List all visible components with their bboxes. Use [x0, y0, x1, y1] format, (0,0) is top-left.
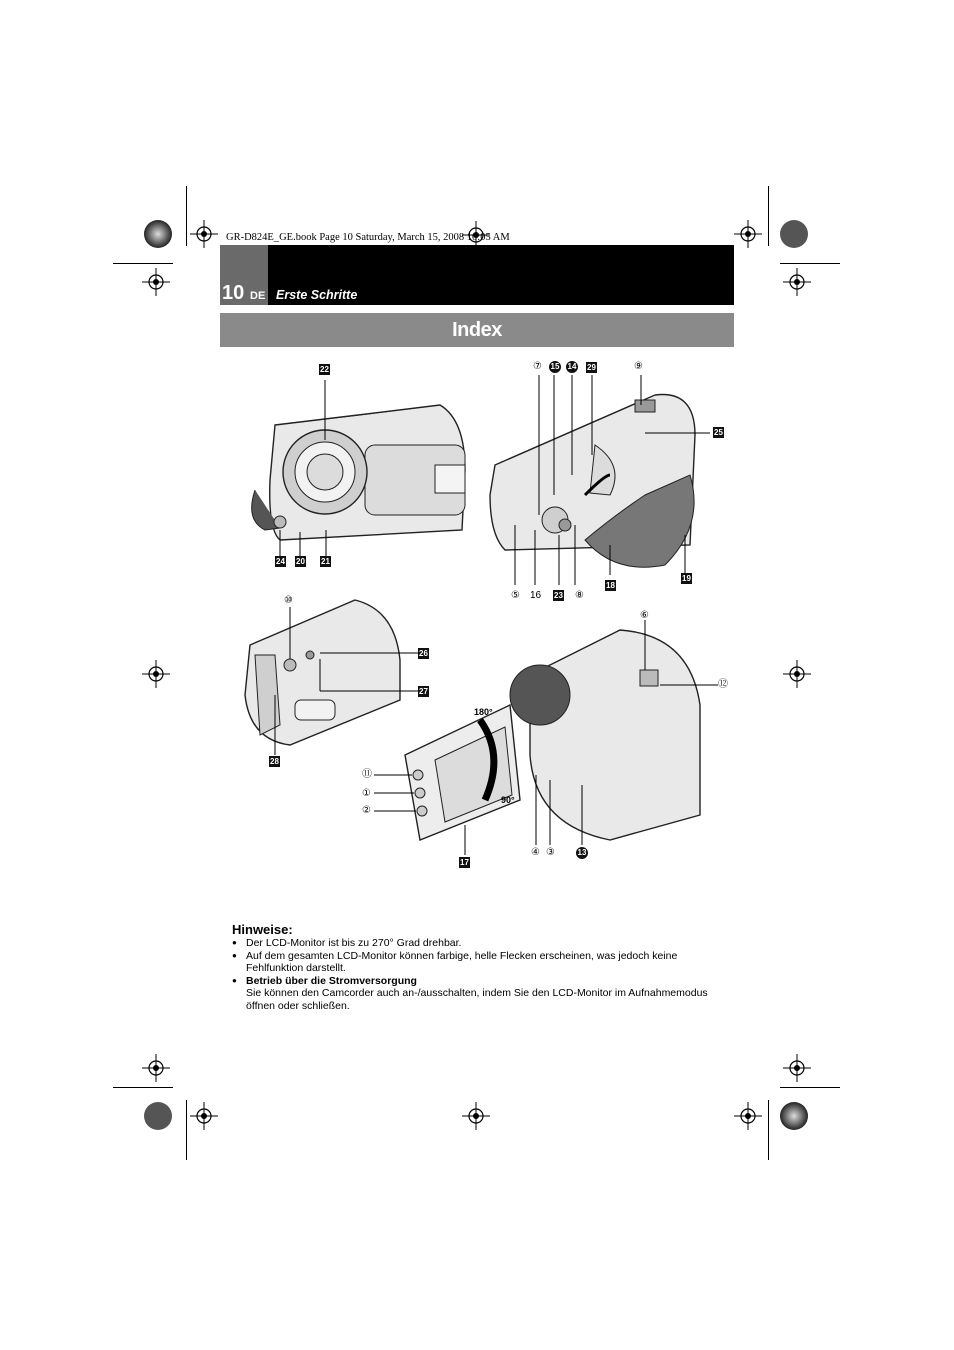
callout-17: 17	[460, 858, 469, 867]
index-title-bar	[220, 313, 734, 347]
callout-12: ⑫	[718, 679, 728, 690]
callout-26: 26	[419, 649, 428, 658]
note-power-heading: ● Betrieb über die Stromversorgung	[246, 974, 417, 987]
callout-4: ④	[531, 847, 540, 858]
callout-1: ①	[362, 788, 371, 799]
page-title: Index	[452, 318, 502, 341]
notes-title: Hinweise:	[232, 922, 293, 937]
section-title: Erste Schritte	[276, 288, 358, 302]
callout-22: 22	[320, 365, 329, 374]
callout-11: ⑪	[362, 769, 372, 780]
callout-6: ⑥	[640, 610, 649, 621]
callout-8: ⑧	[575, 590, 584, 601]
callout-27: 27	[419, 687, 428, 696]
note-item: ● Auf dem gesamten LCD-Monitor können farbige, helle Flecken erscheinen, was jedoch keine Fehlfunktion darstellt.	[232, 950, 732, 975]
page-number: 10	[222, 282, 245, 304]
callout-2: ②	[362, 805, 371, 816]
angle-180-label: 180°	[474, 707, 493, 717]
note-item-power	[232, 975, 732, 1013]
callout-5: ⑤	[511, 590, 520, 601]
note-power-text: Sie können den Camcorder auch an-/ausschalten, indem Sie den LCD-Monitor im Aufnahmemodus öffnen oder schließen.	[246, 987, 708, 1012]
callout-9: ⑨	[634, 361, 643, 372]
callout-23: 23	[554, 591, 563, 600]
callout-18: 18	[606, 581, 615, 590]
callout-24: 24	[276, 557, 285, 566]
callout-13: 13	[577, 848, 587, 857]
camcorder-rear-illustration	[485, 375, 725, 585]
callout-29: 29	[587, 363, 596, 372]
language-code: DE	[250, 290, 266, 302]
camcorder-lcd-open-illustration	[360, 615, 740, 870]
callout-21: 21	[321, 557, 330, 566]
callout-10: ⑩	[284, 595, 293, 606]
notes-list	[232, 937, 732, 1012]
callout-25: 25	[714, 428, 723, 437]
callout-20: 20	[296, 557, 305, 566]
callout-15: 15	[550, 362, 560, 371]
camcorder-front-illustration	[240, 380, 480, 560]
file-info: GR-D824E_GE.book Page 10 Saturday, March 15, 2008 10:05 AM	[226, 232, 510, 243]
callout-28: 28	[270, 757, 279, 766]
angle-90-label: 90°	[501, 795, 515, 805]
callout-7: ⑦	[533, 361, 542, 372]
callout-16: 16	[530, 590, 542, 601]
note-item: ● Der LCD-Monitor ist bis zu 270° Grad drehbar.	[232, 937, 732, 950]
callout-19: 19	[682, 574, 691, 583]
callout-14: 14	[567, 362, 577, 371]
callout-3: ③	[546, 847, 555, 858]
